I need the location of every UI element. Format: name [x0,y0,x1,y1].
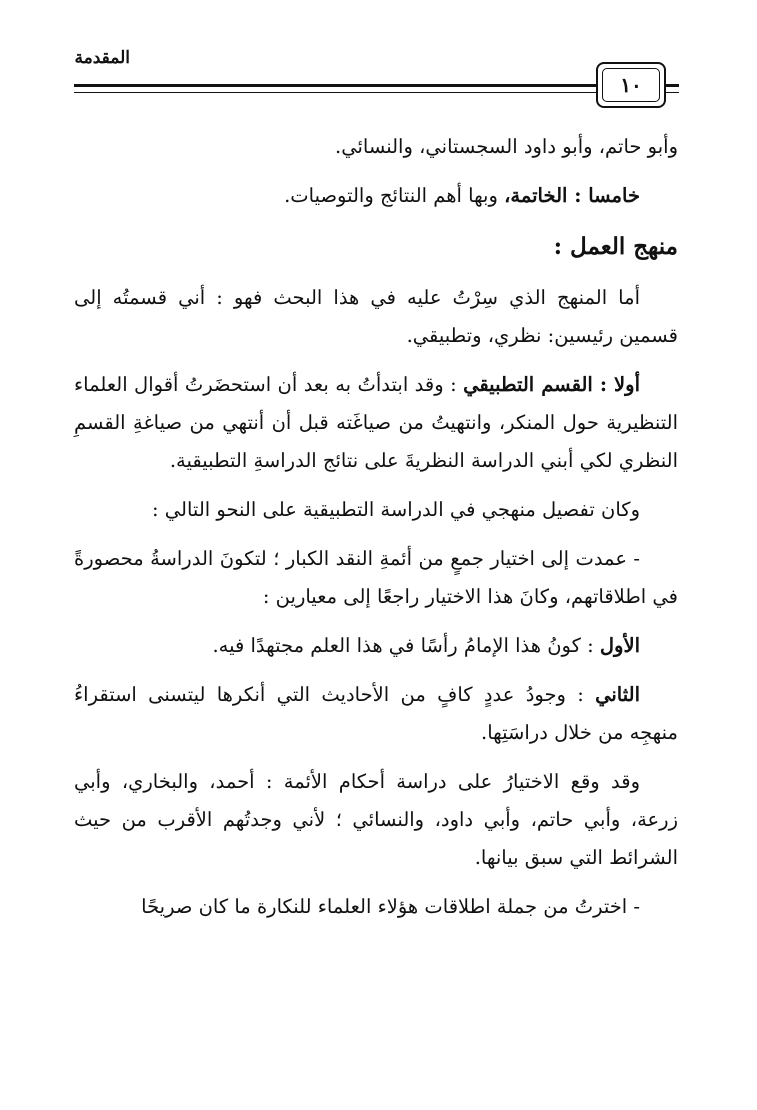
section-heading-method: منهج العمل : [553,233,678,260]
paragraph-criterion-second [74,676,678,752]
paragraph-imams: وقد وقع الاختيارُ على دراسة أحكام الأئمة : أحمد، والبخاري، وأبي زرعة، وأبي حاتم، وأبي داود، والنسائي ؛ لأني وجدتُهم الأقرب من حيث الشرائط التي سبق بيانها. [74,770,678,869]
paragraph-details-intro: وكان تفصيل منهجي في الدراسة التطبيقية على النحو التالي : [152,498,640,521]
paragraph-1: وأبو حاتم، وأبو داود السجستاني، والنسائي. [335,135,678,158]
criterion-second-lead: الثاني [595,683,640,706]
applied-section-lead: أولا : القسم التطبيقي [463,373,640,396]
paragraph-selection: - عمدت إلى اختيار جمعٍ من أئمةِ النقد الكبار ؛ لتكونَ الدراسةُ محصورةً في اطلاقاتهم، وكانَ هذا الاختيار راجعًا إلى معيارين : [74,547,678,608]
applied-section-text: : وقد ابتدأتُ به بعد أن استحضَرتُ أقوال العلماء التنظيرية حول المنكر، وانتهيتُ من صياغَته قبل أن أنتهي من صياغةِ القسمِ النظري لكي أبني الدراسة النظريةَ على نتائج الدراسةِ التطبيقية. [74,373,678,472]
conclusion-text: وبها أهم النتائج والتوصيات. [284,184,505,207]
criterion-second-text: : وجودُ عددٍ كافٍ من الأحاديث التي أنكرها ليتسنى استقراءُ منهجِه من خلال دراسَتِها. [74,683,678,744]
running-section-title: المقدمة [74,48,130,68]
paragraph-criterion-first [74,627,678,665]
paragraph-method: أما المنهج الذي سِرْتُ عليه في هذا البحث فهو : أني قسمتُه إلى قسمين رئيسين: نظري، وتطبيقي. [74,286,678,347]
page-number-frame [596,62,666,108]
page-number: ١٠ [620,73,642,97]
criterion-first-lead: الأول [599,634,640,657]
paragraph-applied-section [74,366,678,480]
body-text [74,128,678,937]
header-rule-thick [74,84,679,87]
header-rule-thin [74,92,679,93]
criterion-first-text: : كونُ هذا الإمامُ رأسًا في هذا العلم مجتهدًا فيه. [212,634,600,657]
paragraph-last: - اخترتُ من جملة اطلاقات هؤلاء العلماء للنكارة ما كان صريحًا [141,895,640,918]
conclusion-lead: خامسا : الخاتمة، [504,184,640,207]
paragraph-conclusion [74,177,678,215]
